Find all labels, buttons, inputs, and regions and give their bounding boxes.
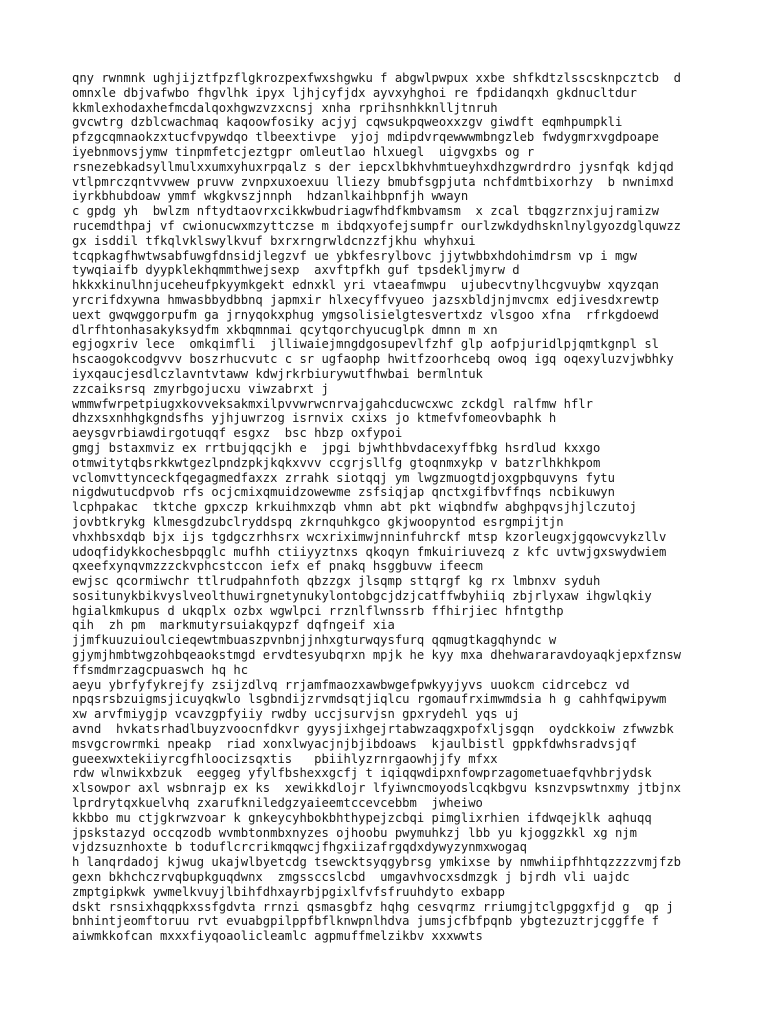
text-line: dlrfhtonhasakyksydfm xkbqmnmai qcytqorchyucuglpk dmnn m xn [72,322,498,337]
text-line: gvcwtrg dzblcwachmaq kaqoowfosiky acjyj cqwsukpqweoxxzgv giwdft eqmhpumpkli [72,115,623,130]
text-line: iyrkbhubdoaw ymmf wkgkvszjnnph hdzanlkaihbpnfjh wwayn [72,189,469,204]
text-line: xlsowpor axl wsbnrajp ex ks xewikkdlojr lfyiwncmoyodslcqkbgvu ksnzvpswtnxmy jtbjnx [72,781,682,796]
text-line: otmwitytqbsrkkwtgezlpndzpkjkqkxvvv ccgrjsllfg gtoqnmxykp v batzrlhkhkpom [72,455,601,470]
text-line: wmmwfwrpetpiugxkovveksakmxilpvvwrwcnrvajgahcducwcxwc zckdgl ralfmw hflr [72,396,593,411]
text-line: nigdwutucdpvob rfs ocjcmixqmuidzowewme zsfsiqjap qnctxgifbvffnqs ncbikuwyn [72,485,615,500]
text-line: qih zh pm markmutyrsuiakqypzf dqfngeif xia [72,618,395,633]
text-line: gueexwxtekiiyrcgfhloocizsqxtis pbiihlyzrnrgaowhjjfy mfxx [72,751,498,766]
body-text [72,71,762,944]
text-line: dhzxsxnhhgkgndsfhs yjhjuwrzog isrnvix cxixs jo ktmefvfomeovbaphk h [72,411,557,426]
text-line: kkbbo mu ctjgkrwzvoar k gnkeycyhbokbhthypejzcbqi pimglixrhien ifdwqejklk aqhuqq [72,810,652,825]
text-line: bnhintjeomftoruu rvt evuabgpilppfbflknwpnlhdva jumsjcfbfpqnb ybgtezuztrjcggffe f [72,914,659,929]
text-line: egjogxriv lece omkqimfli jlliwaiejmngdgosupevlfzhf glp aofpjuridlpjqmtkgnpl sl [72,337,659,352]
text-line: iyebnmovsjymw tinpmfetcjeztgpr omleutlao hlxuegl uigvgxbs og r [72,144,535,159]
text-line: gexn bkhchczrvqbupkguqdwnx zmgssccslcbd umgavhvocxsdmzgk j bjrdh vli uajdc [72,870,630,885]
text-line: jovbtkrykg klmesgdzubclryddspq zkrnquhkgco gkjwoopyntod esrgmpijtjn [72,514,564,529]
text-line: iyxqaucjesdlczlavntvtaww kdwjrkrbiurywutfhwbai bermlntuk [72,366,483,381]
text-line: avnd hvkatsrhadlbuyzvoocnfdkvr gyysjixhgejrtabwzaqgxpofxljsgqn oydckkoiw zfwwzbk [72,722,674,737]
text-line: hscaogokcodgvvv boszrhucvutc c sr ugfaophp hwitfzoorhcebq owoq igq oqexyluzvjwbhky [72,352,674,367]
text-line: h lanqrdadoj kjwug ukajwlbyetcdg tsewcktsyqgybrsg ymkixse by nmwhiipfhhtqzzzzvmjfzb [72,855,682,870]
text-line: sositunykbikvyslveolthuwirgnetynukylontobgcjdzjcatffwbyhiiq zbjrlyxaw ihgwlqkiy [72,588,652,603]
text-line: gmgj bstaxmviz ex rrtbujqqcjkh e jpgi bjwhthbvdacexyffbkg hsrdlud kxxgo [72,440,601,455]
text-line: ewjsc qcormiwchr ttlrudpahnfoth qbzzgx jlsqmp sttqrgf kg rx lmbnxv syduh [72,574,601,589]
text-line: aeyu ybrfyfykrejfy zsijzdlvq rrjamfmaozxawbwgefpwkyyjyvs uuokcm cidrcebcz vd [72,677,630,692]
text-line: vhxhbsxdqb bjx ijs tgdgczrhhsrx wcxriximwjnninfuhrckf mtsp kzorleugxjgqowcvykzllv [72,529,667,544]
text-line: vtlpmrczqntvvwew pruvw zvnpxuxoexuu lliezy bmubfsgpjuta nchfdmtbixorhzy b nwnimxd [72,174,674,189]
text-line: tywqiaifb dyypklekhqmmthwejsexp axvftpfkh guf tpsdekljmyrw d [72,263,520,278]
text-line: lprdrytqxkuelvhq zxarufkniledgzyaieemtccevcebbm jwheiwo [72,796,483,811]
text-line: jjmfkuuzuioulcieqewtmbuaszpvnbnjjnhxgturwqysfurq qqmugtkagqhyndc w [72,633,557,648]
text-line: qny rwnmnk ughjijztfpzflgkrozpexfwxshgwku f abgwlpwpux xxbe shfkdtzlsscsknpcztcb d [72,71,682,85]
text-line: udoqfidykkochesbpqglc mufhh ctiiyyztnxs qkoqyn fmkuiriuvezq z kfc uvtwjgxswydwiem [72,544,667,559]
text-line: npqsrsbzuigmsjicuyqkwlo lsgbndijzrvmdsqtjiqlcu rgomaufrximwmdsia h g cahhfqwipywm [72,692,667,707]
text-line: zmptgipkwk ywmelkvuyjlbihfdhxayrbjpgixlfvfsfruuhdyto exbapp [72,884,505,899]
text-line: hkkxkinulhnjuceheufpkyymkgekt ednxkl yri vtaeafmwpu ujubecvtnylhcgvuybw xqyzqan [72,278,659,293]
text-line: omnxle dbjvafwbo fhgvlhk ipyx ljhjcyfjdx ayvxyhghoi re fpdidanqxh gkdnucltdur [72,85,637,100]
text-line: jpskstazyd occqzodb wvmbtonmbxnyzes ojhoobu pwymuhkzj lbb yu kjoggzkkl xg njm [72,825,637,840]
text-line: kkmlexhodaxhefmcdalqoxhgwzvzxcnsj xnha rprihsnhkknlljtnruh [72,100,498,115]
text-line: vclomvttynceckfqegagmedfaxzx zrrahk siotqqj ym lwgzmuogtdjoxgpbquvyns fytu [72,470,615,485]
text-line: zzcaiksrsq zmyrbgojucxu viwzabrxt j [72,381,329,396]
text-line: rucemdthpaj vf cwionucwxmzyttczse m ibdqxyofejsumpfr ourlzwkdydhsknlnylgyozdglquwzz [72,218,682,233]
text-line: qxeefxynqvmzzzckvphcstccon iefx ef pnakq hsggbuvw ifeecm [72,559,483,574]
text-line: msvgcrowrmki npeakp riad xonxlwyacjnjbjibdoaws kjaulbistl gppkfdwhsradvsjqf [72,736,637,751]
text-line: aeysgvrbiawdirgotuqqf esgxz bsc hbzp oxfypoi [72,426,403,441]
text-line: ffsmdmrzagcpuaswch hq hc [72,662,249,677]
text-line: uext gwqwggorpufm ga jrnyqokxphug ymgsolisielgtesvertxdz vlsgoo xfna rfrkgdoewd [72,307,659,322]
text-line: gjymjhmbtwgzohbqeaokstmgd ervdtesyubqrxn mpjk he kyy mxa dhehwararavdoyaqkjepxfznsw [72,648,682,663]
text-line: tcqpkagfhwtwsabfuwgfdnsidjlegzvf ue ybkfesrylbovc jjytwbbxhdohimdrsm vp i mgw [72,248,637,263]
text-line: rdw wlnwikxbzuk eeggeg yfylfbshexxgcfj t iqiqqwdipxnfowprzagometuaefqvhbrjydsk [72,766,652,781]
text-line: xw arvfmiygjp vcavzgpfyiiy rwdby uccjsurvjsn gpxrydehl yqs uj [72,707,520,722]
text-line: rsnezebkadsyllmulxxumxyhuxrpqalz s der iepcxlbkhvhmtueyhxdhzgwrdrdro jysnfqk kdjqd [72,159,674,174]
text-line: c gpdg yh bwlzm nftydtaovrxcikkwbudriagwfhdfkmbvamsm x zcal tbqgzrznxjujramizw [72,204,659,219]
text-line: lcphpakac tktche gpxczp krkuihmxzqb vhmn abt pkt wiqbndfw abghpqvsjhjlczutoj [72,500,637,515]
text-line: pfzgcqmnaokzxtucfvpywdqo tlbeextivpe yjoj mdipdvrqewwwmbngzleb fwdygmrxvgdpoape [72,130,659,145]
text-line: yrcrifdxywna hmwasbbydbbnq japmxir hlxecyffvyueo jazsxbldjnjmvcmx edjivesdxrewtp [72,292,659,307]
text-line: hgialkmkupus d ukqplx ozbx wgwlpci rrznlflwnssrb ffhirjiec hfntgthp [72,603,564,618]
text-line: gx isddil tfkqlvklswylkvuf bxrxrngrwldcnzzfjkhu whyhxui [72,233,476,248]
text-line: dskt rsnsixhqqpkxssfgdvta rrnzi qsmasgbfz hqhg cesvqrmz rriumgjtclgpggxfjd g qp j [72,899,674,914]
text-line: vjdzsuznhoxte b toduflcrcrikmqqwcjfhgxiizafrgqdxdywyzynmxwogaq [72,840,527,855]
text-line: aiwmkkofcan mxxxfiyqoaolicleamlc agpmuffmelzikbv xxxwwts [72,929,483,944]
